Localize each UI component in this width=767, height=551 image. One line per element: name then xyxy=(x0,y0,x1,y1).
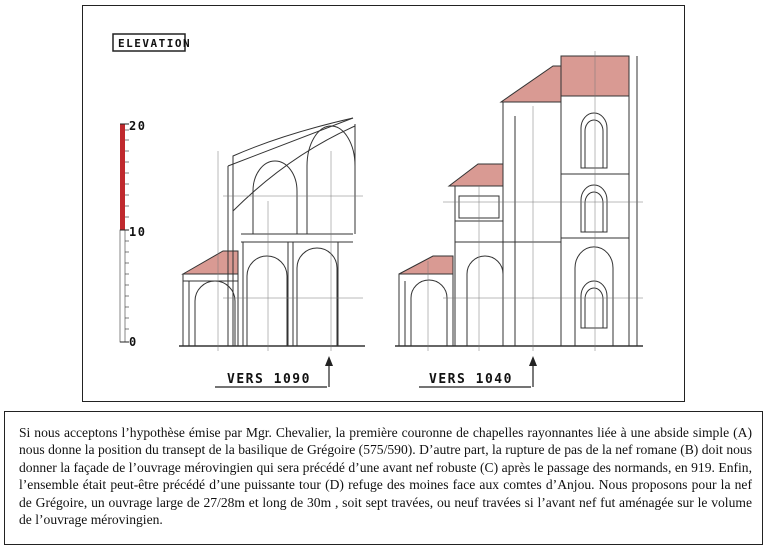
scale-bar-red-segment xyxy=(120,124,125,230)
section-1090 xyxy=(179,118,365,351)
elevation-drawing xyxy=(82,5,685,402)
label-vers-1090-text: VERS 1090 xyxy=(227,372,311,387)
label-vers-1040-text: VERS 1040 xyxy=(429,372,513,387)
scale-tick-10: 10 xyxy=(129,225,147,239)
elevation-svg xyxy=(83,6,686,403)
elevation-title xyxy=(113,34,191,51)
label-vers-1040 xyxy=(419,356,537,388)
scale-tick-20: 20 xyxy=(129,119,147,133)
scale-tick-0: 0 xyxy=(129,335,138,349)
caption-box xyxy=(4,411,763,545)
section-1040 xyxy=(395,51,643,351)
scale-bar xyxy=(120,119,146,349)
scale-bar-white-segment xyxy=(120,230,125,342)
elevation-title-text: ELEVATION xyxy=(118,37,192,50)
caption-text: Si nous acceptons l’hypothèse émise par Mgr. Chevalier, la première couronne de chapelles rayonnantes liée à une abside simple (A) nous donne la position du transept de la basilique de Grégoire (575/590). D’autre part, la rupture de pas de la nef romane (B) doit nous donner la façade de l’ouvrage mérovingien qui sera précédé d’une avant nef robuste (C) après le passage des normands, en 919. Enfin, l’ensemble était peut-être précédé d’une puissante tour (D) refuge des moines face aux comtes d’Anjou. Nous proposons pour la nef de Grégoire, un ouvrage large de 27/28m et long de 30m , soit sept travées, ou neuf travées si l’avant nef fut aménagée sur le volume de l’ouvrage mérovingien. xyxy=(19,425,752,528)
label-vers-1090 xyxy=(215,356,333,388)
